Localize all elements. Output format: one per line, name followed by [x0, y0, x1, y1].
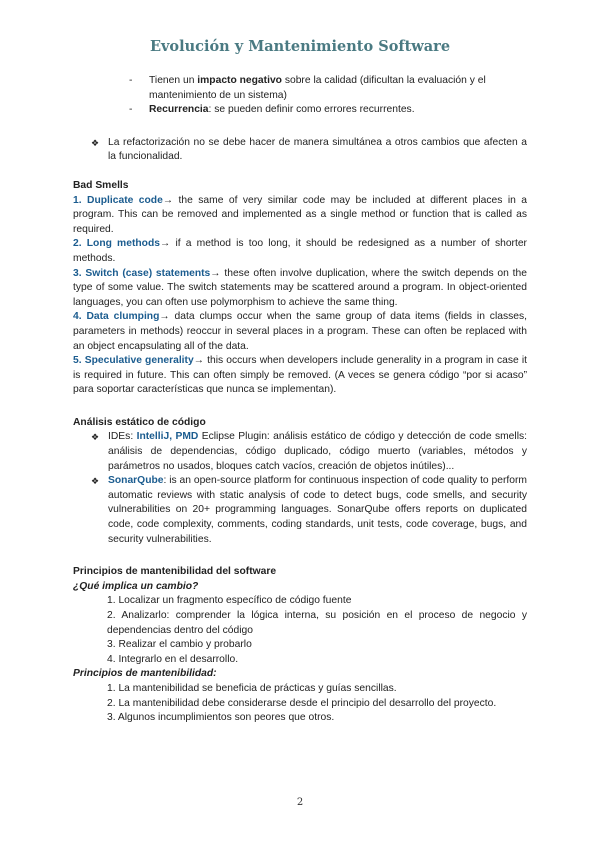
term: 5. Speculative generality	[73, 355, 194, 367]
page-number: 2	[296, 797, 304, 808]
subheading-principles: Principios de mantenibilidad:	[73, 668, 217, 680]
emphasis: Recurrencia	[149, 104, 209, 116]
dash-bullet: -	[129, 104, 133, 116]
tool-name: SonarQube	[108, 475, 164, 487]
section-heading-principles: Principios de mantenibilidad del software	[73, 566, 277, 578]
bad-smell-item: 2. Long methods→ if a method is too long, it should be redesigned as a number of shorter methods.	[73, 238, 527, 264]
refactor-note: ❖ La refactorización no se debe hacer de manera simultánea a otros cambios que afecten a la funcionalidad.	[73, 136, 527, 165]
tool-names: IntelliJ, PMD	[136, 431, 199, 443]
term: 2. Long methods	[73, 238, 160, 250]
page-body	[73, 74, 527, 726]
bad-smell-item: 1. Duplicate code→ the same of very similar code may be included at different places in a program. This can be removed and implemented as a single method or function that is called as required.	[73, 194, 527, 235]
dash-item: - Tienen un impacto negativo sobre la calidad (dificultan la evaluación y el mantenimiento de un sistema)	[73, 74, 527, 103]
diamond-bullet-icon: ❖	[91, 476, 100, 487]
principle-item: 1. La mantenibilidad se beneficia de prácticas y guías sencillas.	[107, 682, 397, 694]
bad-smell-item: 3. Switch (case) statements→ these often involve duplication, where the switch depends on the type of some value. The switch statements may be scattered around a program. In object-oriented languages, you can often use polymorphism to achieve the same thing.	[73, 267, 527, 308]
term: 1. Duplicate code	[73, 194, 163, 206]
diamond-bullet-icon: ❖	[91, 432, 100, 443]
tool-item-sonarqube: ❖ SonarQube: is an open-source platform for continuous inspection of code quality to perform automatic reviews with static analysis of code to detect bugs, code smells, and security vulnerabilities on 20+ programming languages. SonarQube offers reports on duplicated code, code complexity, comments, coding standards, unit tests, code coverage, bugs, and security vulnerabilities.	[73, 474, 527, 547]
subheading-change: ¿Qué implica un cambio?	[73, 580, 199, 592]
change-step: 3. Realizar el cambio y probarlo	[107, 639, 252, 651]
page-title: Evolución y Mantenimiento Software	[149, 38, 451, 55]
change-step: 1. Localizar un fragmento específico de código fuente	[107, 595, 352, 607]
term: 3. Switch (case) statements	[73, 267, 211, 279]
tool-item-ides: ❖ IDEs: IntelliJ, PMD Eclipse Plugin: análisis estático de código y detección de code smells: análisis de dependencias, código duplicado, código muerto (variables, métodos y parámetros no usados, bloques catch vacíos, creación de objetos inútiles)...	[73, 430, 527, 474]
dash-item: - Recurrencia: se pueden definir como errores recurrentes.	[73, 103, 527, 118]
change-step: 4. Integrarlo en el desarrollo.	[107, 653, 239, 665]
section-heading-bad-smells: Bad Smells	[73, 179, 129, 191]
emphasis: impacto negativo	[197, 75, 282, 86]
section-heading-static-analysis: Análisis estático de código	[73, 416, 206, 428]
diamond-bullet-icon: ❖	[91, 137, 100, 148]
principle-item: 2. La mantenibilidad debe considerarse desde el principio del desarrollo del proyecto.	[107, 697, 497, 709]
term: 4. Data clumping	[73, 311, 160, 323]
bad-smell-item: 5. Speculative generality→ this occurs when developers include generality in a program in case it is required in future. This can often simply be removed. (A veces se genera código “por si acaso” para soportar características que nunca se implementan).	[73, 355, 527, 396]
change-step: 2. Analizarlo: comprender la lógica interna, su posición en el proceso de negocio y dependencias dentro del código	[107, 610, 527, 636]
principle-item: 3. Algunos incumplimientos son peores que otros.	[107, 712, 335, 724]
bad-smell-item: 4. Data clumping→ data clumps occur when the same group of data items (fields in classes, parameters in methods) reoccur in several places in a program. These can often be replaced with an object encapsulating all of the data.	[73, 311, 527, 352]
dash-bullet: -	[129, 75, 133, 86]
